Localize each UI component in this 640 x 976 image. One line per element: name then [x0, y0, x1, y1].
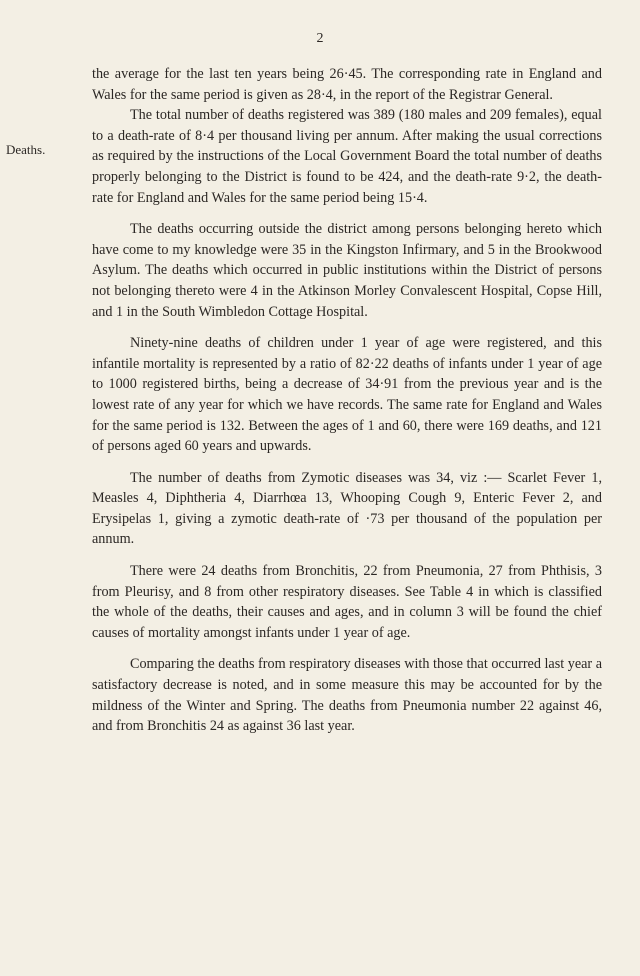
page-number: 2 — [316, 31, 324, 46]
paragraph-comparison: Comparing the deaths from respiratory diseases with those that occurred last year a satisfactory decrease is noted, and in some measure this may be accounted for by the mildness of the Winter and Spring. The deaths from Pneumonia number 22 against 46, and from Bronchitis 24 as against 36 last year. — [92, 656, 602, 735]
paragraph-average-rate: the average for the last ten years being 26·45. The corresponding rate in England and Wales for the same period is given as 28·4, in the report of the Registrar General. — [92, 66, 602, 103]
paragraph-respiratory-deaths: There were 24 deaths from Bronchitis, 22 from Pneumonia, 27 from Phthisis, 3 from Pleurisy, and 8 from other respiratory diseases. See Table 4 in which is classified the whole of the deaths, their causes and ages, and in column 3 will be found the chief causes of mortality amongst infants under 1 year of age. — [92, 563, 602, 641]
paragraph-zymotic-diseases: The number of deaths from Zymotic diseases was 34, viz :— Scarlet Fever 1, Measles 4, Diphtheria 4, Diarrhœa 13, Whooping Cough 9, Enteric Fever 2, and Erysipelas 1, giving a zymotic death-rate of ·73 per thousand of the population per annum. — [92, 469, 602, 548]
margin-note-deaths: Deaths. — [6, 142, 46, 157]
body-text — [92, 64, 602, 737]
paragraph-total-deaths: The total number of deaths registered was 389 (180 males and 209 females), equal to a death-rate of 8·4 per thousand living per annum. After making the usual corrections as required by the instructions of the Local Government Board the total number of deaths properly belonging to the District is found to be 424, and the death-rate 9·2, the death-rate for England and Wales for the same period being 15·4. — [92, 107, 602, 206]
paragraph-outside-deaths: The deaths occurring outside the district among persons belonging hereto which have come to my knowledge were 35 in the Kingston Infirmary, and 5 in the Brookwood Asylum. The deaths which occurred in public institutions within the District of persons not belonging thereto were 4 in the Atkinson Morley Convalescent Hospital, Copse Hill, and 1 in the South Wimbledon Cottage Hospital. — [92, 221, 602, 320]
paragraph-infant-mortality: Ninety-nine deaths of children under 1 year of age were registered, and this infantile mortality is represented by a ratio of 82·22 deaths of infants under 1 year of age to 1000 registered births, being a decrease of 34·91 from the previous year and is the lowest rate of any year for which we have records. The same rate for England and Wales for the same period is 132. Between the ages of 1 and 60, there were 169 deaths, and 121 of persons aged 60 years and upwards. — [92, 335, 602, 455]
